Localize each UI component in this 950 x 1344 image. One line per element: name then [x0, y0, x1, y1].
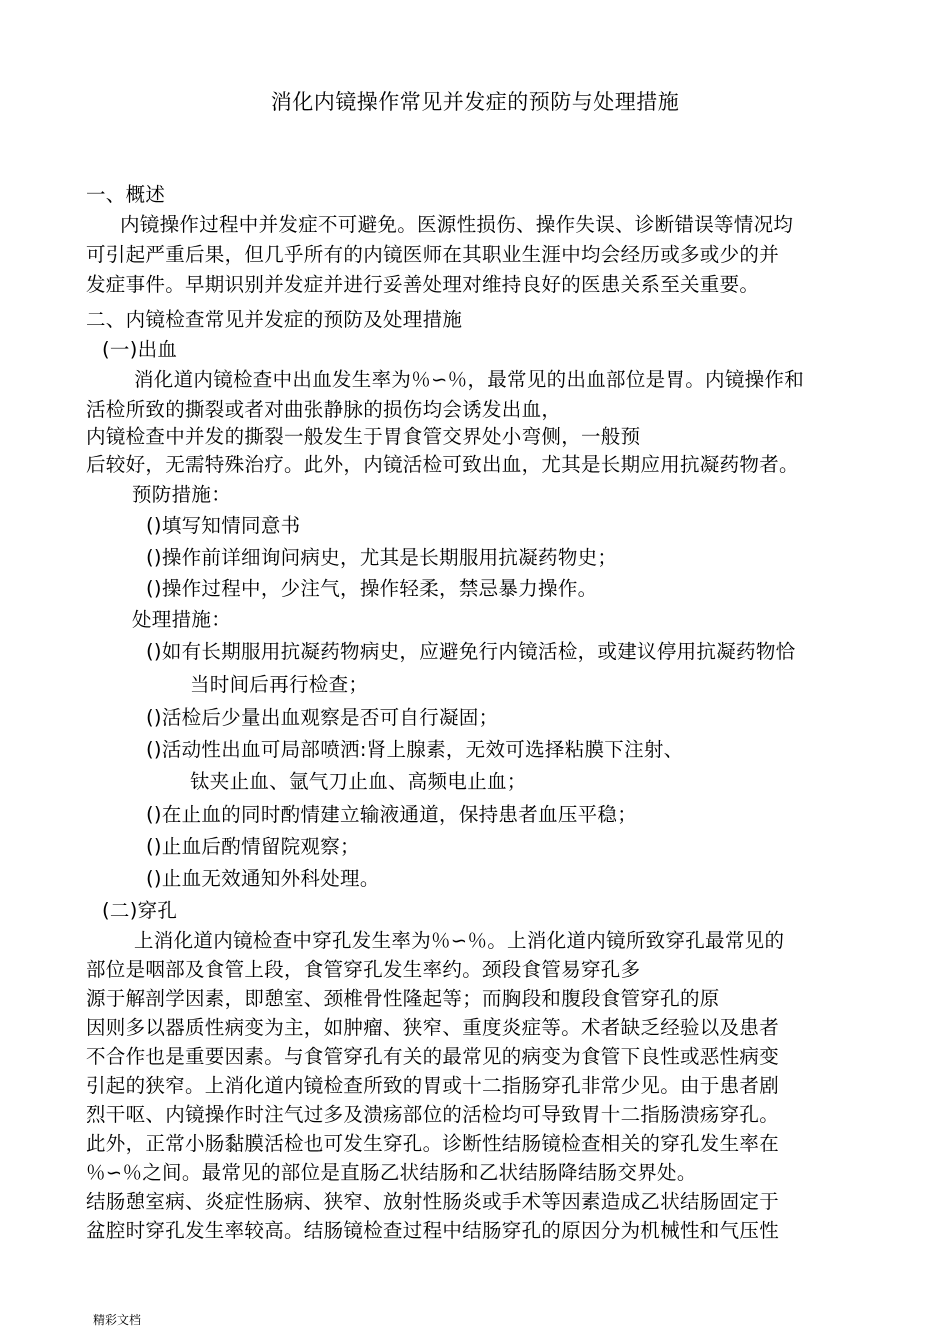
list-item: ()止血无效通知外科处理。	[146, 867, 380, 890]
paragraph-line: 盆腔时穿孔发生率较高。结肠镜检查过程中结肠穿孔的原因分为机械性和气压性	[86, 1219, 780, 1242]
section-heading-overview: 一、概述	[86, 183, 166, 206]
list-item: ()操作前详细询问病史，尤其是长期服用抗凝药物史；	[146, 546, 618, 569]
paragraph-line: 引起的狭窄。上消化道内镜检查所致的胃或十二指肠穿孔非常少见。由于患者剧	[86, 1074, 780, 1097]
paragraph-line: 部位是咽部及食管上段，食管穿孔发生率约。颈段食管易穿孔多	[86, 958, 641, 981]
list-item: ()如有长期服用抗凝药物病史，应避免行内镜活检，或建议停用抗凝药物恰	[146, 640, 796, 663]
list-item: ()止血后酌情留院观察；	[146, 835, 360, 858]
paragraph-line: 烈干呕、内镜操作时注气过多及溃疡部位的活检均可导致胃十二指肠溃疡穿孔。	[86, 1103, 780, 1126]
paragraph-line: 消化道内镜检查中出血发生率为％∽％，最常见的出血部位是胃。内镜操作和	[134, 368, 805, 391]
paragraph-line: 后较好，无需特殊治疗。此外，内镜活检可致出血，尤其是长期应用抗凝药物者。	[86, 453, 799, 476]
paragraph-line: ％∽％之间。最常见的部位是直肠乙状结肠和乙状结肠降结肠交界处。	[86, 1161, 697, 1184]
list-item-continuation: 当时间后再行检查；	[190, 673, 369, 696]
paragraph-line: 内镜操作过程中并发症不可避免。医源性损伤、操作失误、诊断错误等情况均	[120, 213, 794, 236]
paragraph-line: 结肠憩室病、炎症性肠病、狭窄、放射性肠炎或手术等因素造成乙状结肠固定于	[86, 1190, 780, 1213]
paragraph-line: 发症事件。早期识别并发症并进行妥善处理对维持良好的医患关系至关重要。	[86, 273, 760, 296]
document-title: 消化内镜操作常见并发症的预防与处理措施	[270, 90, 680, 114]
list-item: ()操作过程中，少注气，操作轻柔，禁忌暴力操作。	[146, 577, 598, 600]
list-item: ()在止血的同时酌情建立输液通道，保持患者血压平稳；	[146, 803, 638, 826]
list-item: ()活动性出血可局部喷洒:肾上腺素，无效可选择粘膜下注射、	[146, 738, 684, 761]
subsection-heading-perforation: (二)穿孔	[102, 899, 178, 922]
paragraph-line: 源于解剖学因素，即憩室、颈椎骨性隆起等；而胸段和腹段食管穿孔的原	[86, 987, 720, 1010]
paragraph-line: 此外，正常小肠黏膜活检也可发生穿孔。诊断性结肠镜检查相关的穿孔发生率在	[86, 1132, 780, 1155]
paragraph-line: 活检所致的撕裂或者对曲张静脉的损伤均会诱发出血，	[86, 398, 562, 421]
subsection-heading-bleeding: (一)出血	[102, 338, 178, 361]
paragraph-line: 不合作也是重要因素。与食管穿孔有关的最常见的病变为食管下良性或恶性病变	[86, 1045, 780, 1068]
paragraph-line: 可引起严重后果，但几乎所有的内镜医师在其职业生涯中均会经历或多或少的并	[86, 243, 780, 266]
paragraph-line: 上消化道内镜检查中穿孔发生率为％∽％。上消化道内镜所致穿孔最常见的	[134, 929, 785, 952]
list-item: ()填写知情同意书	[146, 514, 301, 537]
list-item-continuation: 钛夹止血、氩气刀止血、高频电止血；	[190, 770, 527, 793]
prevention-label: 预防措施：	[132, 483, 232, 506]
treatment-label: 处理措施：	[132, 608, 232, 631]
section-heading-complications: 二、内镜检查常见并发症的预防及处理措施	[86, 308, 463, 331]
paragraph-line: 内镜检查中并发的撕裂一般发生于胃食管交界处小弯侧，一般预	[86, 425, 641, 448]
list-item: ()活检后少量出血观察是否可自行凝固；	[146, 706, 499, 729]
paragraph-line: 因则多以器质性病变为主，如肿瘤、狭窄、重度炎症等。术者缺乏经验以及患者	[86, 1016, 780, 1039]
footer-watermark-text: 精彩文档	[93, 1313, 142, 1327]
